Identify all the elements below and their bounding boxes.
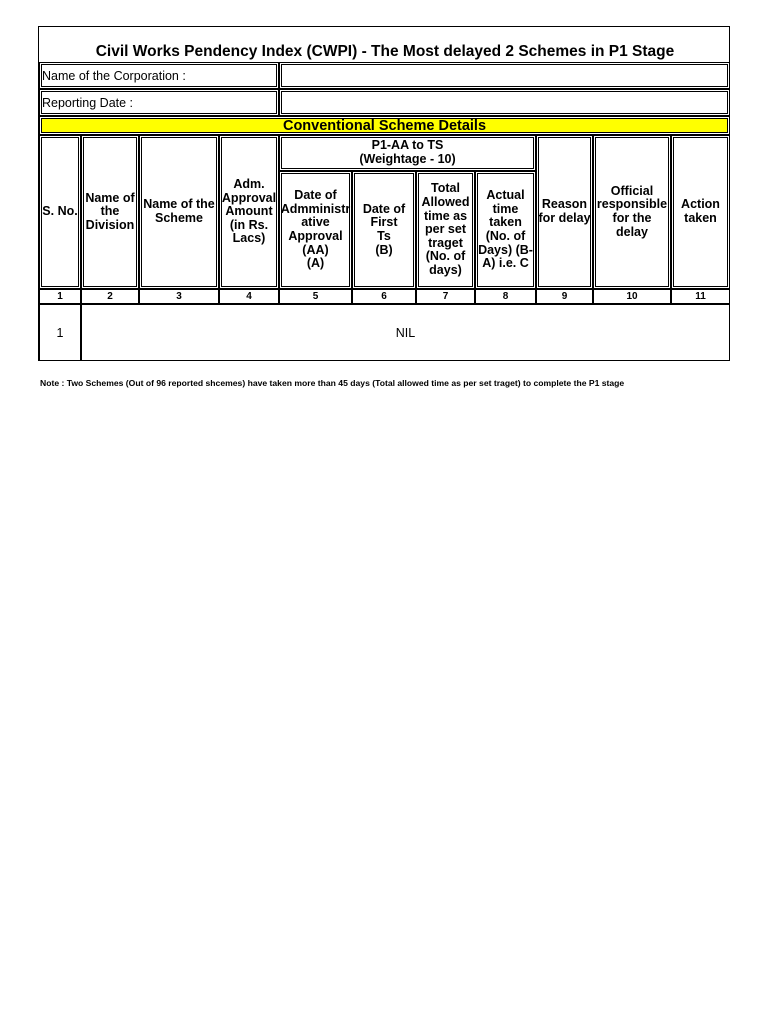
column-header-11	[671, 135, 730, 289]
section-title: Conventional Scheme Details	[39, 116, 730, 135]
column-header-line: S. No.	[42, 204, 78, 219]
group-header	[279, 135, 536, 171]
column-header-line: time as	[423, 208, 468, 223]
column-header-line: Action	[681, 197, 720, 212]
column-header-line: per set	[424, 222, 466, 237]
column-header-line: Total	[431, 181, 460, 196]
column-header-6	[352, 171, 416, 289]
column-header-line: A) i.e. C	[482, 256, 529, 271]
column-header-line: Official	[610, 183, 654, 198]
column-header-line: responsible	[596, 197, 668, 212]
column-number-2: 2	[81, 289, 139, 304]
column-number-5: 5	[279, 289, 352, 304]
column-header-line: Days) (B-	[478, 242, 533, 257]
column-header-line: First	[370, 215, 398, 230]
column-header-3	[139, 135, 219, 289]
group-header-line1: P1-AA to TS	[371, 138, 444, 153]
column-number-9: 9	[536, 289, 593, 304]
column-header-line: (No. of	[485, 229, 526, 243]
column-header-4	[219, 135, 279, 289]
column-number-6: 6	[352, 289, 416, 304]
reporting-date-value	[279, 89, 730, 116]
corporation-value	[279, 62, 730, 89]
column-header-line: days)	[429, 262, 462, 277]
column-number-7: 7	[416, 289, 475, 304]
column-number-1: 1	[39, 289, 81, 304]
column-header-line: Scheme	[155, 211, 203, 225]
column-header-text	[281, 189, 350, 271]
column-header-text	[681, 198, 720, 225]
column-header-text	[222, 178, 276, 246]
column-header-text	[422, 182, 470, 277]
column-header-text	[538, 198, 590, 225]
column-header-line: Division	[85, 217, 135, 232]
column-header-10	[593, 135, 671, 289]
column-header-line: time	[492, 201, 519, 216]
row-value: NIL	[81, 304, 730, 361]
column-header-9	[536, 135, 593, 289]
column-header-line: for delay	[538, 211, 591, 225]
column-header-line: Amount	[225, 204, 273, 219]
corporation-label: Name of the Corporation :	[39, 62, 279, 89]
report-title: Civil Works Pendency Index (CWPI) - The Most delayed 2 Schemes in P1 Stage	[95, 43, 675, 60]
column-header-line: taken	[684, 211, 717, 225]
column-header-line: Date of	[362, 201, 406, 216]
column-header-line: (AA)	[302, 242, 329, 257]
column-header-text	[478, 189, 533, 271]
column-header-line: Admministr	[280, 201, 351, 216]
column-header-8	[475, 171, 536, 289]
column-header-1	[39, 135, 81, 289]
column-header-text	[42, 205, 77, 219]
column-header-line: Adm.	[233, 177, 265, 192]
column-header-5	[279, 171, 352, 289]
report-table	[38, 26, 730, 361]
column-header-line: Reason	[541, 197, 588, 212]
column-header-line: (No. of	[425, 249, 466, 264]
column-header-line: Date of	[294, 188, 337, 203]
column-header-text	[597, 185, 667, 239]
column-header-line: delay	[616, 224, 648, 239]
column-header-line: Name of the	[143, 197, 215, 212]
row-sno: 1	[39, 304, 81, 361]
column-header-line: Actual	[486, 188, 525, 203]
column-header-text	[363, 203, 405, 257]
column-header-line: ative	[301, 215, 330, 230]
column-header-line: Approval	[288, 229, 343, 243]
column-number-10: 10	[593, 289, 671, 304]
column-header-line: Ts	[377, 229, 391, 243]
column-number-11: 11	[671, 289, 730, 304]
column-header-line: Lacs)	[232, 231, 266, 246]
column-header-line: taken	[489, 215, 522, 230]
column-header-line: (in Rs.	[229, 217, 269, 232]
column-header-2	[81, 135, 139, 289]
column-header-line: (A)	[306, 256, 325, 271]
column-number-4: 4	[219, 289, 279, 304]
column-header-line: Allowed	[421, 195, 470, 210]
column-number-3: 3	[139, 289, 219, 304]
column-header-line: Approval	[221, 190, 277, 205]
column-header-line: the	[100, 204, 120, 219]
column-header-text	[143, 198, 215, 225]
column-header-line: traget	[428, 235, 463, 250]
column-header-7	[416, 171, 475, 289]
column-header-line: Name of	[85, 190, 135, 205]
group-header-line2: (Weightage - 10)	[359, 152, 456, 166]
column-header-text	[85, 192, 134, 233]
reporting-date-label: Reporting Date :	[39, 89, 279, 116]
column-header-line: for the	[612, 211, 652, 225]
note: Note : Two Schemes (Out of 96 reported shcemes) have taken more than 45 days (Total allowed time as per set traget) to complete the P1 stage	[40, 378, 625, 388]
column-header-line: (B)	[375, 242, 393, 257]
column-number-8: 8	[475, 289, 536, 304]
